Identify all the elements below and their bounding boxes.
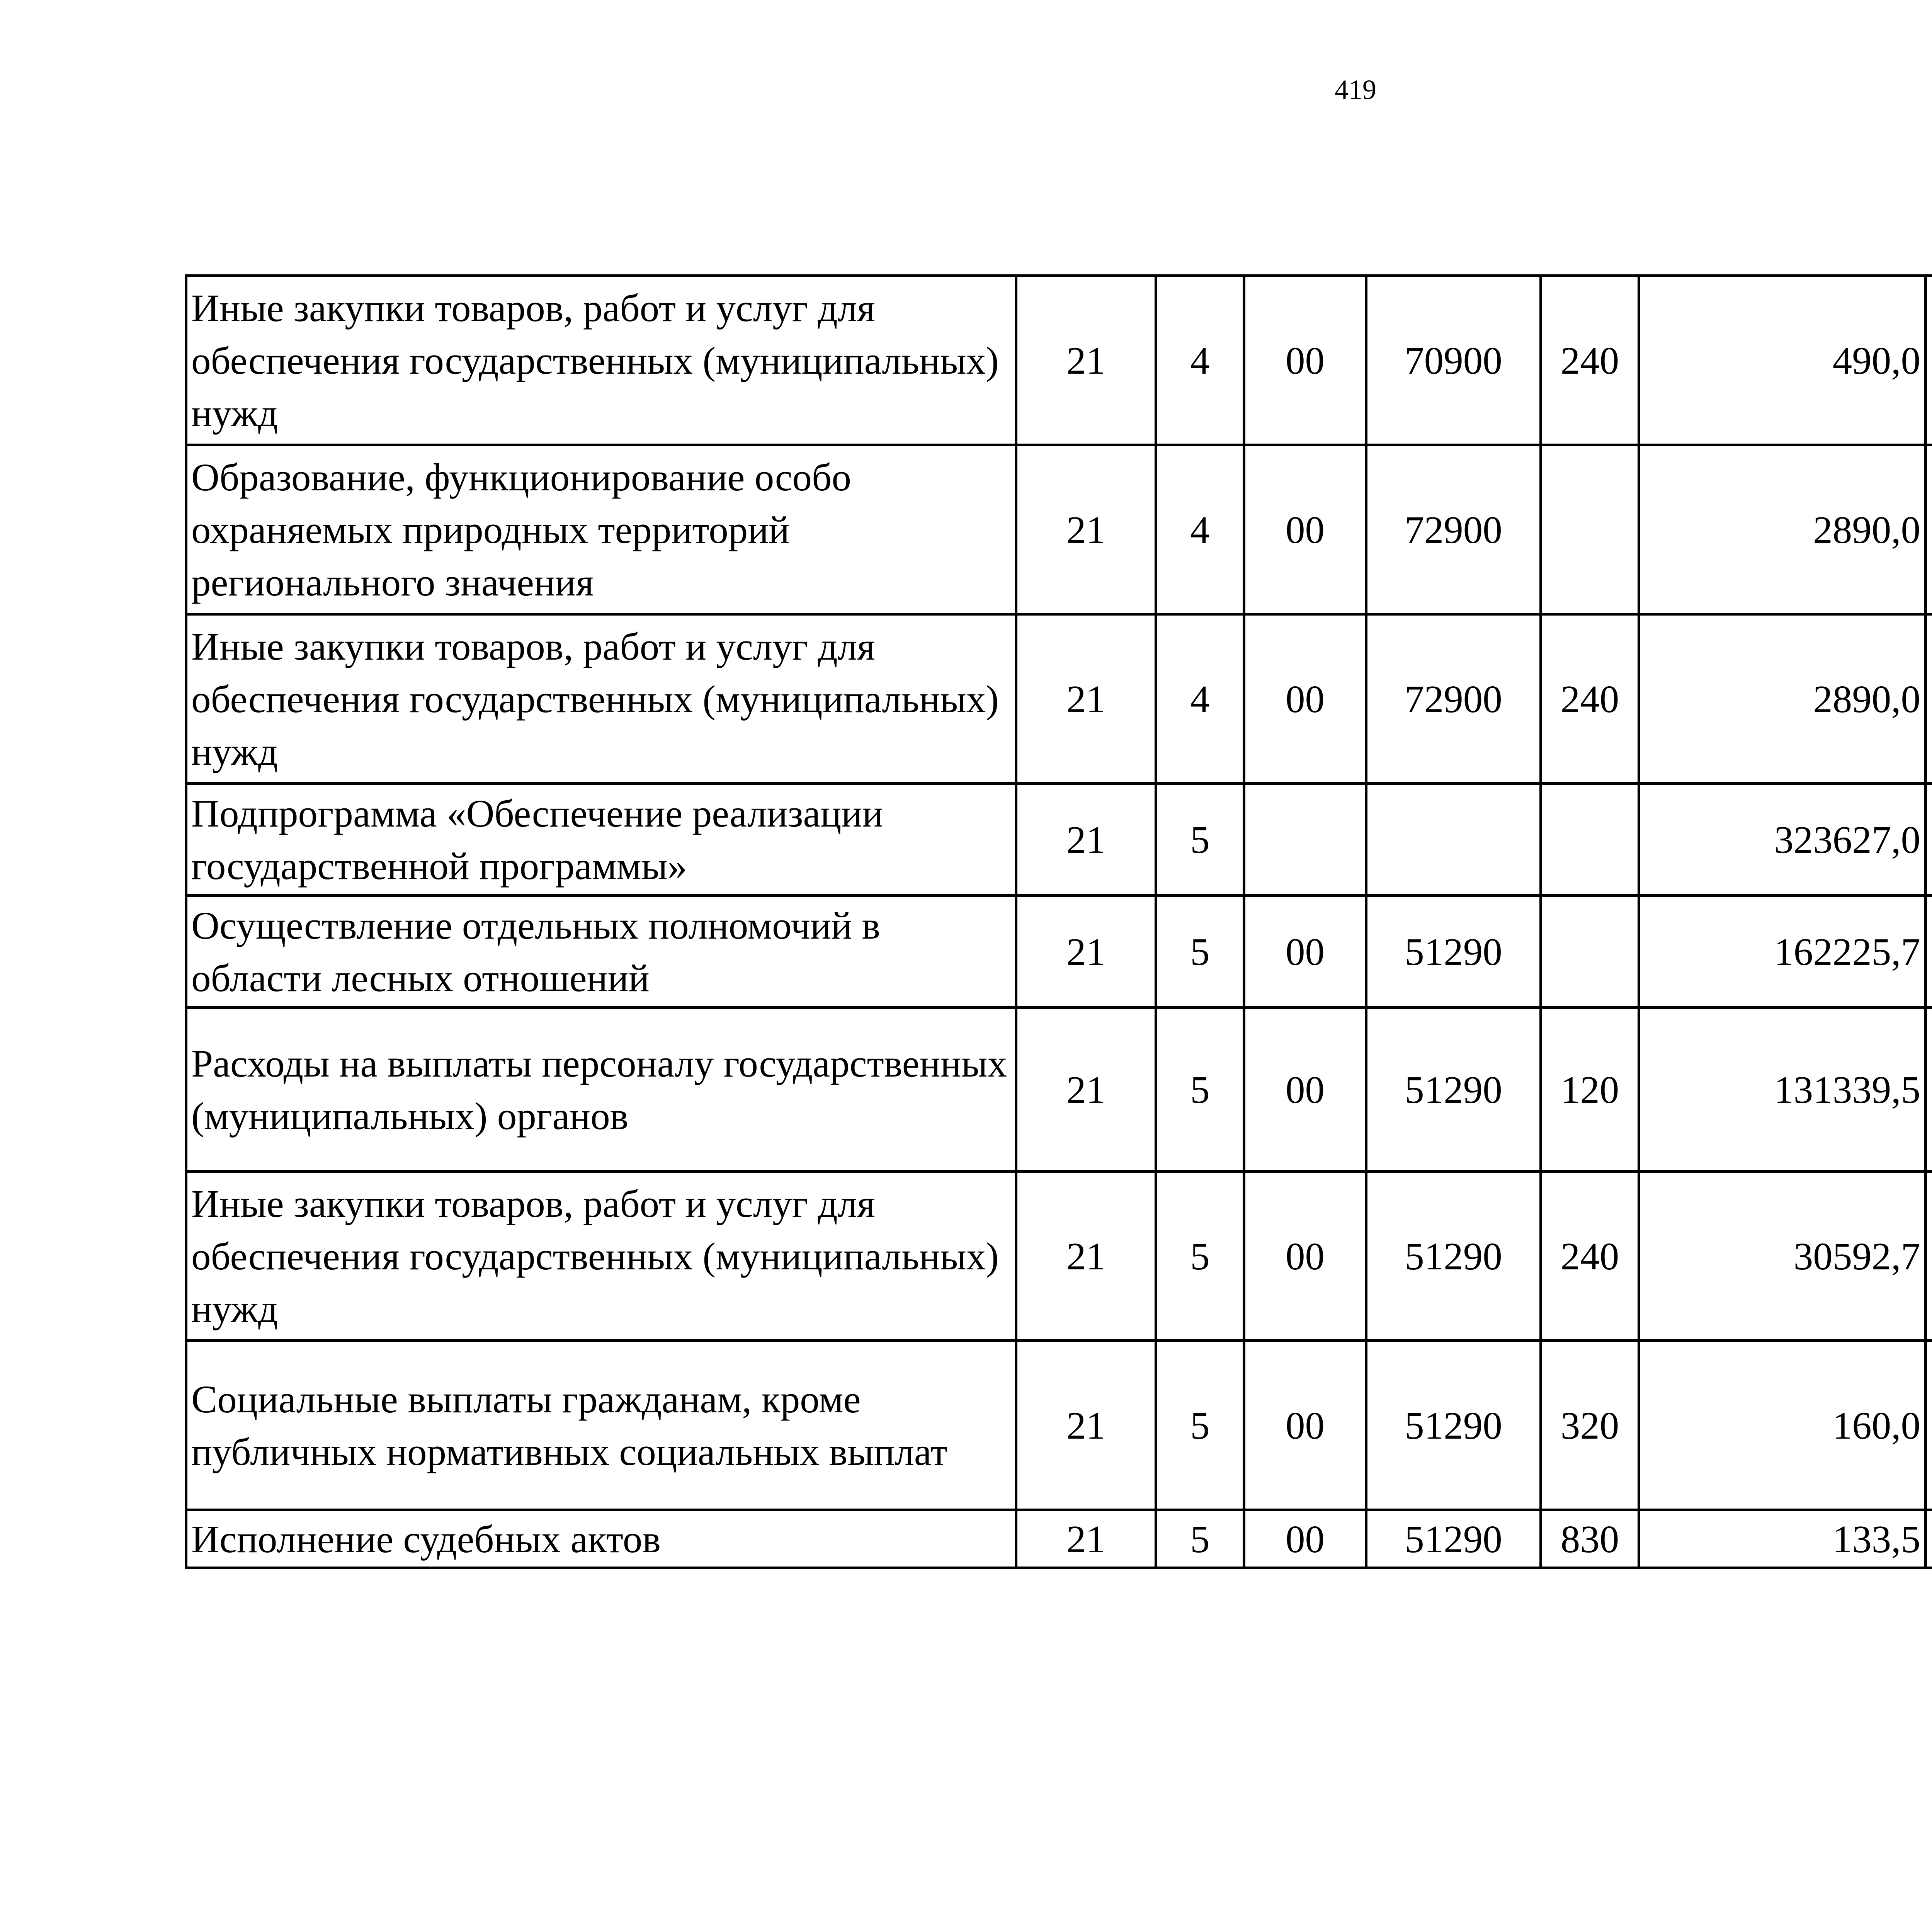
subprogram-code: 5 <box>1156 1172 1244 1341</box>
row-name: Расходы на выплаты персоналу государственных (муниципальных) органов <box>186 1008 1016 1172</box>
row-name: Исполнение судебных актов <box>186 1510 1016 1568</box>
expense-type-code: 320 <box>1541 1341 1639 1510</box>
ministry-code: 21 <box>1016 1341 1156 1510</box>
row-name: Иные закупки товаров, работ и услуг для обеспечения государственных (муниципальных) нужд <box>186 1172 1016 1341</box>
subprogram-code: 4 <box>1156 614 1244 784</box>
expense-type-code <box>1541 896 1639 1008</box>
expense-type-code: 240 <box>1541 1172 1639 1341</box>
table-row <box>186 1172 1932 1341</box>
event-code: 00 <box>1244 1510 1366 1568</box>
direction-code: 51290 <box>1366 896 1541 1008</box>
expense-type-code: 240 <box>1541 614 1639 784</box>
table-row <box>186 614 1932 784</box>
direction-code: 51290 <box>1366 1008 1541 1172</box>
table-row <box>186 445 1932 614</box>
row-name: Иные закупки товаров, работ и услуг для обеспечения государственных (муниципальных) нужд <box>186 276 1016 445</box>
expense-type-code: 120 <box>1541 1008 1639 1172</box>
amount-year-2 <box>1926 276 1932 445</box>
direction-code <box>1366 784 1541 896</box>
event-code: 00 <box>1244 1341 1366 1510</box>
amount-year-2 <box>1926 1510 1932 1568</box>
amount-year-1: 323627,0 <box>1639 784 1926 896</box>
amount-year-1: 133,5 <box>1639 1510 1926 1568</box>
event-code: 00 <box>1244 896 1366 1008</box>
amount-year-2 <box>1926 1341 1932 1510</box>
row-name: Образование, функционирование особо охраняемых природных территорий регионального значения <box>186 445 1016 614</box>
table-row <box>186 896 1932 1008</box>
table-row <box>186 1008 1932 1172</box>
amount-year-1: 490,0 <box>1639 276 1926 445</box>
event-code: 00 <box>1244 1172 1366 1341</box>
amount-year-2 <box>1926 784 1932 896</box>
event-code: 00 <box>1244 276 1366 445</box>
subprogram-code: 5 <box>1156 896 1244 1008</box>
amount-year-1: 131339,5 <box>1639 1008 1926 1172</box>
direction-code: 70900 <box>1366 276 1541 445</box>
expense-type-code <box>1541 784 1639 896</box>
event-code <box>1244 784 1366 896</box>
event-code: 00 <box>1244 1008 1366 1172</box>
expense-type-code <box>1541 445 1639 614</box>
ministry-code: 21 <box>1016 445 1156 614</box>
amount-year-2 <box>1926 445 1932 614</box>
table-row <box>186 1341 1932 1510</box>
direction-code: 72900 <box>1366 445 1541 614</box>
ministry-code: 21 <box>1016 1510 1156 1568</box>
subprogram-code: 5 <box>1156 1008 1244 1172</box>
expense-type-code: 830 <box>1541 1510 1639 1568</box>
subprogram-code: 5 <box>1156 1510 1244 1568</box>
row-name: Иные закупки товаров, работ и услуг для обеспечения государственных (муниципальных) нужд <box>186 614 1016 784</box>
row-name: Подпрограмма «Обеспечение реализации государственной программы» <box>186 784 1016 896</box>
row-name: Социальные выплаты гражданам, кроме публичных нормативных социальных выплат <box>186 1341 1016 1510</box>
table-row <box>186 784 1932 896</box>
subprogram-code: 4 <box>1156 445 1244 614</box>
subprogram-code: 5 <box>1156 784 1244 896</box>
ministry-code: 21 <box>1016 276 1156 445</box>
expense-type-code: 240 <box>1541 276 1639 445</box>
direction-code: 51290 <box>1366 1172 1541 1341</box>
ministry-code: 21 <box>1016 1172 1156 1341</box>
amount-year-1: 2890,0 <box>1639 614 1926 784</box>
table-row <box>186 1510 1932 1568</box>
amount-year-1: 162225,7 <box>1639 896 1926 1008</box>
event-code: 00 <box>1244 445 1366 614</box>
page-number: 419 <box>1335 74 1376 105</box>
ministry-code: 21 <box>1016 896 1156 1008</box>
direction-code: 72900 <box>1366 614 1541 784</box>
amount-year-2 <box>1926 614 1932 784</box>
direction-code: 51290 <box>1366 1510 1541 1568</box>
event-code: 00 <box>1244 614 1366 784</box>
amount-year-1: 2890,0 <box>1639 445 1926 614</box>
direction-code: 51290 <box>1366 1341 1541 1510</box>
table-row <box>186 276 1932 445</box>
ministry-code: 21 <box>1016 614 1156 784</box>
subprogram-code: 4 <box>1156 276 1244 445</box>
amount-year-1: 30592,7 <box>1639 1172 1926 1341</box>
row-name: Осуществление отдельных полномочий в области лесных отношений <box>186 896 1016 1008</box>
ministry-code: 21 <box>1016 1008 1156 1172</box>
budget-table <box>185 274 1932 1569</box>
ministry-code: 21 <box>1016 784 1156 896</box>
subprogram-code: 5 <box>1156 1341 1244 1510</box>
amount-year-2 <box>1926 1008 1932 1172</box>
amount-year-2 <box>1926 896 1932 1008</box>
amount-year-2 <box>1926 1172 1932 1341</box>
amount-year-1: 160,0 <box>1639 1341 1926 1510</box>
